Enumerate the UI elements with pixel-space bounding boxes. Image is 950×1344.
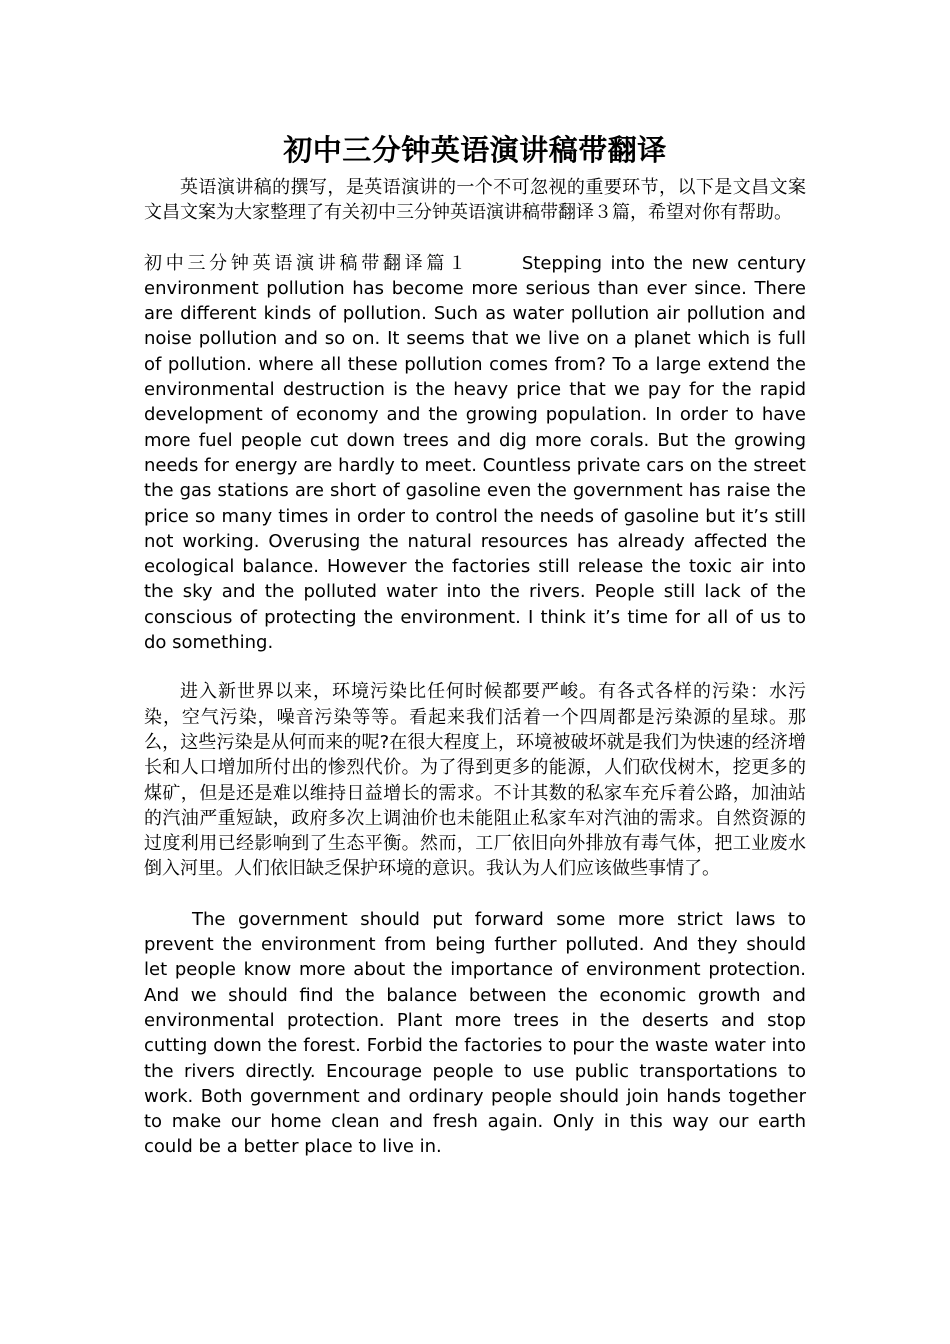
section1-chinese-translation: 进入新世界以来，环境污染比任何时候都要严峻。有各式各样的污染：水污染，空气污染，噪音污染等等。看起来我们活着一个四周都是污染源的星球。那么，这些污染是从何而来的呢?在很大程度上，环境被破坏就是我们为快速的经济增长和人口增加所付出的惨烈代价。为了得到更多的能源，人们砍伐树木，挖更多的煤矿，但是还是难以维持日益增长的需求。不计其数的私家车充斥着公路，加油站的汽油严重短缺，政府多次上调油价也未能阻止私家车对汽油的需求。自然资源的过度利用已经影响到了生态平衡。然而，工厂依旧向外排放有毒气体，把工业废水倒入河里。人们依旧缺乏保护环境的意识。我认为人们应该做些事情了。 <box>144 681 806 880</box>
section1-heading: 初中三分钟英语演讲稿带翻译篇１ <box>144 252 470 274</box>
intro-paragraph: 英语演讲稿的撰写，是英语演讲的一个不可忽视的重要环节，以下是文昌文案文昌文案为大家整理了有关初中三分钟英语演讲稿带翻译３篇，希望对你有帮助。 <box>144 177 806 224</box>
section1-english-body: Stepping into the new century environment pollution has become more serious than ever since. There are different kinds of pollution. Such as water pollution air pollution and noise pollution and so on. It seems that we live on a planet which is full of pollution. where all these pollution comes from? To a large extend the environmental destruction is the heavy price that we pay for the rapid development of economy and the growing population. In order to have more fuel people cut down trees and dig more corals. But the growing needs for energy are hardly to meet. Countless private cars on the street the gas stations are short of gasoline even the government has raise the price so many times in order to control the needs of gasoline but it’s still not working. Overusing the natural resources has already affected the ecological balance. However the factories still release the toxic air into the sky and the polluted water into the rivers. People still lack of the conscious of protecting the environment. I think it’s time for all of us to do something. <box>144 252 806 654</box>
section1-paragraph <box>144 251 806 656</box>
document-title: 初中三分钟英语演讲稿带翻译 <box>283 133 667 167</box>
document-page <box>144 128 806 1160</box>
section1-english-body-2: The government should put forward some more strict laws to prevent the environment from being further polluted. And they should let people know more about the importance of environment protection. And we should find the balance between the economic growth and environmental protection. Plant more trees in the deserts and stop cutting down the forest. Forbid the factories to pour the waste water into the rivers directly. Encourage people to use public transportations to work. Both government and ordinary people should join hands together to make our home clean and fresh again. Only in this way our earth could be a better place to live in. <box>144 908 806 1158</box>
